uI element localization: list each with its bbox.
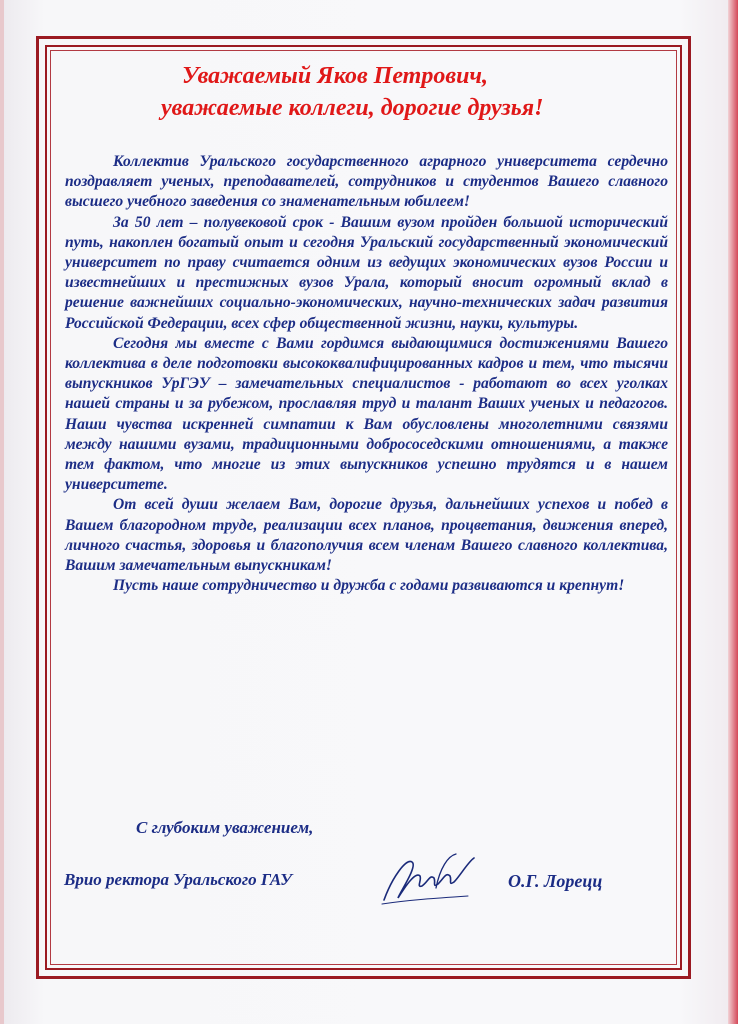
handwritten-signature	[378, 848, 490, 908]
paragraph-wishes: От всей души желаем Вам, дорогие друзья, дальнейших успехов и побед в Вашем благородном труде, реализации всех планов, процветания, движения вперед, личного счастья, здоровья и благополучия всем членам Вашего славного коллектива, Вашим замечательным выпускникам!	[65, 496, 668, 575]
closing-phrase: С глубоким уважением,	[136, 818, 314, 837]
letter-body	[65, 152, 668, 596]
salutation-line-1: Уважаемый Яков Петрович,	[182, 63, 489, 89]
signatory-title: Врио ректора Уральского ГАУ	[64, 870, 292, 889]
signatory-name: О.Г. Лорецц	[508, 871, 603, 891]
paragraph-achievements: Сегодня мы вместе с Вами гордимся выдающимися достижениями Вашего коллектива в деле подготовки высококвалифицированных кадров и тем, что тысячи выпускников УрГЭУ – замечательных специалистов - работают во всех уголках нашей страны и за рубежом, прославляя труд и талант Ваших ученых и педагогов. Наши чувства искренней симпатии к Вам обусловлены многолетними связями между нашими вузами, традиционными добрососедскими отношениями, а также тем фактом, что многие из этих выпускников успешно трудятся и в нашем университете.	[65, 334, 668, 494]
paragraph-congratulation: Коллектив Уральского государственного аграрного университета сердечно поздравляет ученых, преподавателей, сотрудников и студентов Вашего славного высшего учебного заведения со знаменательным юбилеем!	[65, 153, 668, 211]
paragraph-history: За 50 лет – полувековой срок - Вашим вузом пройден большой исторический путь, накоплен богатый опыт и сегодня Уральский государственный экономический университет по праву считается одним из ведущих экономических вузов России и известнейших и престижных вузов Урала, который вносит огромный вклад в решение важнейших социально-экономических, научно-технических задач развития Российской Федерации, всех сфер общественной жизни, науки, культуры.	[65, 213, 668, 332]
paragraph-cooperation: Пусть наше сотрудничество и дружба с годами развиваются и крепнут!	[113, 577, 625, 595]
right-folder-edge	[728, 0, 738, 1024]
left-folder-edge	[0, 0, 4, 1024]
salutation-line-2: уважаемые коллеги, дорогие друзья!	[161, 95, 544, 121]
